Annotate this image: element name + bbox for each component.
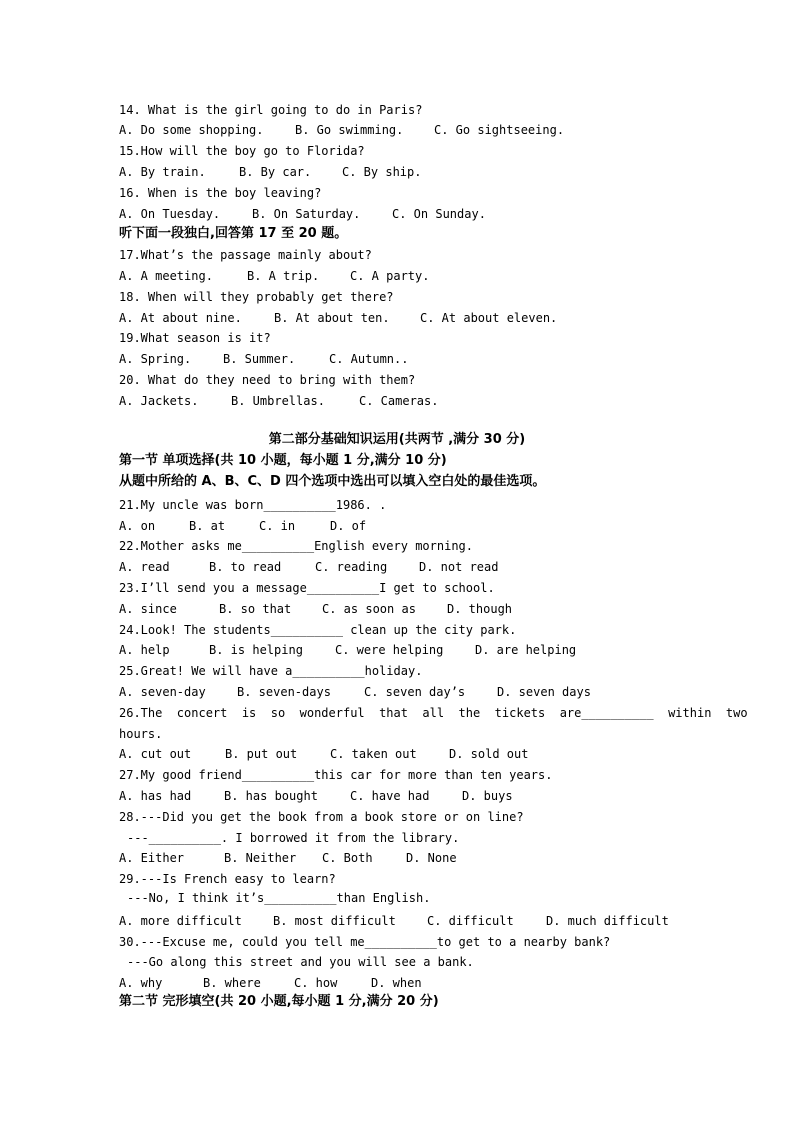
option-c: C. have had	[350, 789, 430, 803]
question-24: 24.Look! The students__________ clean up the city park.	[119, 623, 517, 637]
option-b: B. is helping	[209, 643, 303, 657]
question-19: 19.What season is it?	[119, 331, 271, 345]
option-b: B. at	[189, 519, 226, 533]
option-d: D. sold out	[449, 747, 529, 761]
option-d: D. are helping	[475, 643, 577, 657]
question-14: 14. What is the girl going to do in Paris?	[119, 103, 423, 117]
option-c: C. as soon as	[322, 602, 416, 616]
option-b: B. so that	[219, 602, 292, 616]
option-d: D. buys	[462, 789, 513, 803]
option-d: D. much difficult	[546, 914, 669, 928]
option-d: D. when	[371, 976, 422, 990]
question-20: 20. What do they need to bring with them?	[119, 373, 416, 387]
section2-title: 第二节 完形填空(共 20 小题,每小题 1 分,满分 20 分)	[119, 994, 439, 1009]
option-b: B. most difficult	[273, 914, 396, 928]
option-d: D. of	[330, 519, 367, 533]
question-17: 17.What’s the passage mainly about?	[119, 248, 372, 262]
option-d: D. None	[406, 851, 457, 865]
option-d: D. seven days	[497, 685, 591, 699]
question-16: 16. When is the boy leaving?	[119, 186, 322, 200]
option-d: D. not read	[419, 560, 499, 574]
option-c: C. Go sightseeing.	[434, 123, 565, 137]
option-b: B. seven-days	[237, 685, 331, 699]
option-a: A. By train.	[119, 165, 206, 179]
option-b: B. Neither	[224, 851, 297, 865]
option-b: B. Summer.	[223, 352, 296, 366]
question-25: 25.Great! We will have a__________holiday.	[119, 664, 423, 678]
option-c: C. difficult	[427, 914, 514, 928]
option-c: C. Autumn..	[329, 352, 409, 366]
option-a: A. On Tuesday.	[119, 207, 221, 221]
question-29: 29.---Is French easy to learn?	[119, 872, 336, 886]
option-a: A. Either	[119, 851, 185, 865]
option-c: C. taken out	[330, 747, 417, 761]
option-c: C. Cameras.	[359, 394, 439, 408]
option-a: A. has had	[119, 789, 192, 803]
option-c: C. At about eleven.	[420, 311, 558, 325]
question-15: 15.How will the boy go to Florida?	[119, 144, 365, 158]
option-b: B. By car.	[239, 165, 312, 179]
option-a: A. read	[119, 560, 170, 574]
option-a: A. seven-day	[119, 685, 206, 699]
option-a: A. on	[119, 519, 156, 533]
question-26-cont: hours.	[119, 727, 163, 741]
option-b: B. A trip.	[247, 269, 320, 283]
question-21: 21.My uncle was born__________1986. .	[119, 498, 387, 512]
monologue-instruction: 听下面一段独白,回答第 17 至 20 题。	[119, 226, 348, 241]
option-c: C. how	[294, 976, 338, 990]
option-c: C. On Sunday.	[392, 207, 486, 221]
option-b: B. where	[203, 976, 261, 990]
option-b: B. to read	[209, 560, 282, 574]
question-22: 22.Mother asks me__________English every morning.	[119, 539, 474, 553]
option-b: B. Umbrellas.	[231, 394, 325, 408]
question-23: 23.I’ll send you a message__________I get to school.	[119, 581, 495, 595]
question-28-answer: ---__________. I borrowed it from the library.	[127, 831, 460, 845]
option-a: A. A meeting.	[119, 269, 213, 283]
section1-title: 第一节 单项选择(共 10 小题，每小题 1 分,满分 10 分)	[119, 453, 447, 468]
question-26: 26.The concert is so wonderful that all the tickets are__________ within two	[119, 706, 748, 720]
option-c: C. were helping	[335, 643, 444, 657]
option-a: A. Spring.	[119, 352, 192, 366]
question-29-answer: ---No, I think it’s__________than English.	[127, 891, 431, 905]
question-30-answer: ---Go along this street and you will see a bank.	[127, 955, 474, 969]
option-c: C. Both	[322, 851, 373, 865]
question-30: 30.---Excuse me, could you tell me__________to get to a nearby bank?	[119, 935, 611, 949]
option-b: B. has bought	[224, 789, 318, 803]
option-c: C. reading	[315, 560, 388, 574]
option-c: C. A party.	[350, 269, 430, 283]
option-c: C. in	[259, 519, 296, 533]
option-c: C. seven day’s	[364, 685, 466, 699]
option-b: B. put out	[225, 747, 298, 761]
question-18: 18. When will they probably get there?	[119, 290, 394, 304]
option-a: A. Do some shopping.	[119, 123, 264, 137]
option-a: A. since	[119, 602, 177, 616]
option-a: A. At about nine.	[119, 311, 242, 325]
option-d: D. though	[447, 602, 513, 616]
option-b: B. Go swimming.	[295, 123, 404, 137]
option-a: A. cut out	[119, 747, 192, 761]
option-b: B. On Saturday.	[252, 207, 361, 221]
option-b: B. At about ten.	[274, 311, 390, 325]
question-28: 28.---Did you get the book from a book store or on line?	[119, 810, 524, 824]
option-a: A. why	[119, 976, 163, 990]
option-a: A. Jackets.	[119, 394, 199, 408]
option-a: A. more difficult	[119, 914, 242, 928]
part2-title: 第二部分基础知识运用(共两节 ,满分 30 分)	[268, 432, 526, 447]
question-27: 27.My good friend__________this car for more than ten years.	[119, 768, 553, 782]
option-c: C. By ship.	[342, 165, 422, 179]
section1-instruction: 从题中所给的 A、B、C、D 四个选项中选出可以填入空白处的最佳选项。	[119, 474, 546, 489]
option-a: A. help	[119, 643, 170, 657]
